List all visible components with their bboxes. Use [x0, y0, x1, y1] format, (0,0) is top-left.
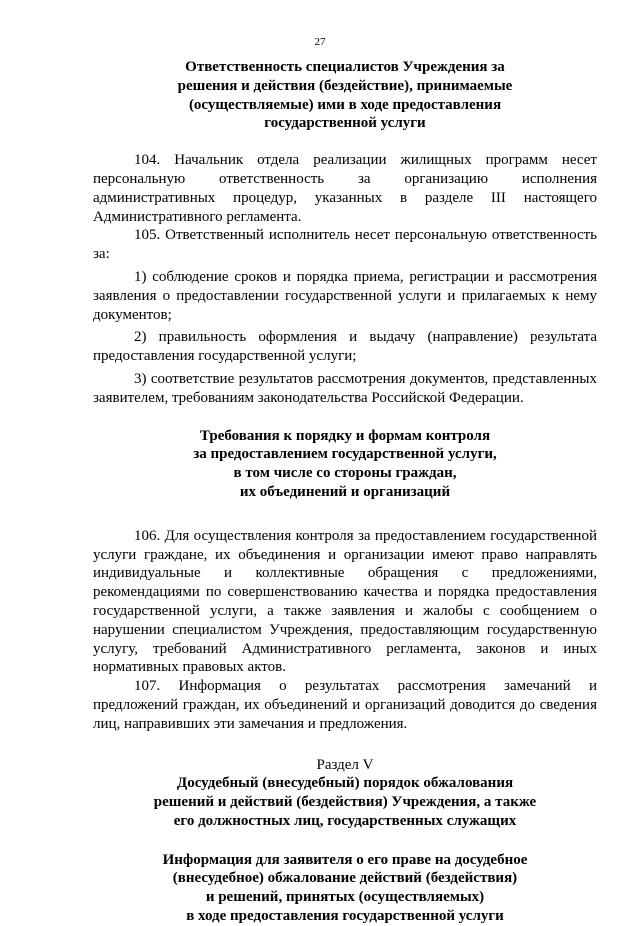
- paragraph-106: 106. Для осуществления контроля за предоставлением государственной услуги граждане, их объединения и организации имеют право направлять индивидуальные и коллективные обращения с предложениями, рекомендациями по совершенствованию качества и порядка предоставления государственной услуги, а также заявления и жалобы с сообщением о нарушении специалистом Учреждения, предоставляющим государственную услугу, требований Административного регламента, законов и иных нормативных правовых актов.: [93, 527, 597, 676]
- paragraph-105-item-3: 3) соответствие результатов рассмотрения документов, представленных заявителем, требованиям законодательства Российской Федерации.: [93, 370, 597, 406]
- paragraph-104: 104. Начальник отдела реализации жилищных программ несет персональную ответственность за организацию исполнения административных процедур, указанных в разделе III настоящего Административного регламента.: [93, 152, 597, 225]
- section-heading-responsibility: Ответственность специалистов Учреждения за решения и действия (бездействие), принимаемые (осуществляемые) ими в ходе предоставления государственной услуги: [177, 59, 513, 132]
- page-number: 27: [314, 36, 326, 48]
- section-label: Раздел V: [316, 756, 374, 773]
- paragraph-107: 107. Информация о результатах рассмотрения замечаний и предложений граждан, их объединений и организаций доводится до сведения лиц, направивших эти замечания и предложения.: [93, 678, 597, 732]
- section-heading-control: Требования к порядку и формам контроля за предоставлением государственной услуги, в том числе со стороны граждан, их объединений и организаций: [193, 427, 497, 500]
- paragraph-105-item-2: 2) правильность оформления и выдачу (направление) результата предоставления государственной услуги;: [93, 329, 597, 365]
- paragraph-105: 105. Ответственный исполнитель несет персональную ответственность за:: [93, 227, 597, 263]
- page-content: [93, 58, 597, 926]
- paragraph-105-item-1: 1) соблюдение сроков и порядка приема, регистрации и рассмотрения заявления о предоставлении государственной услуги и прилагаемых к нему документов;: [93, 268, 597, 323]
- section-heading-appeal-info: Информация для заявителя о его праве на досудебное (внесудебное) обжалование действий (бездействия) и решений, принятых (осуществляемых) в ходе предоставления государственной услуги: [162, 851, 528, 925]
- section-heading-appeal: Досудебный (внесудебный) порядок обжалования решений и действий (бездействия) Учреждения, а также его должностных лиц, государственных служащих: [153, 775, 537, 829]
